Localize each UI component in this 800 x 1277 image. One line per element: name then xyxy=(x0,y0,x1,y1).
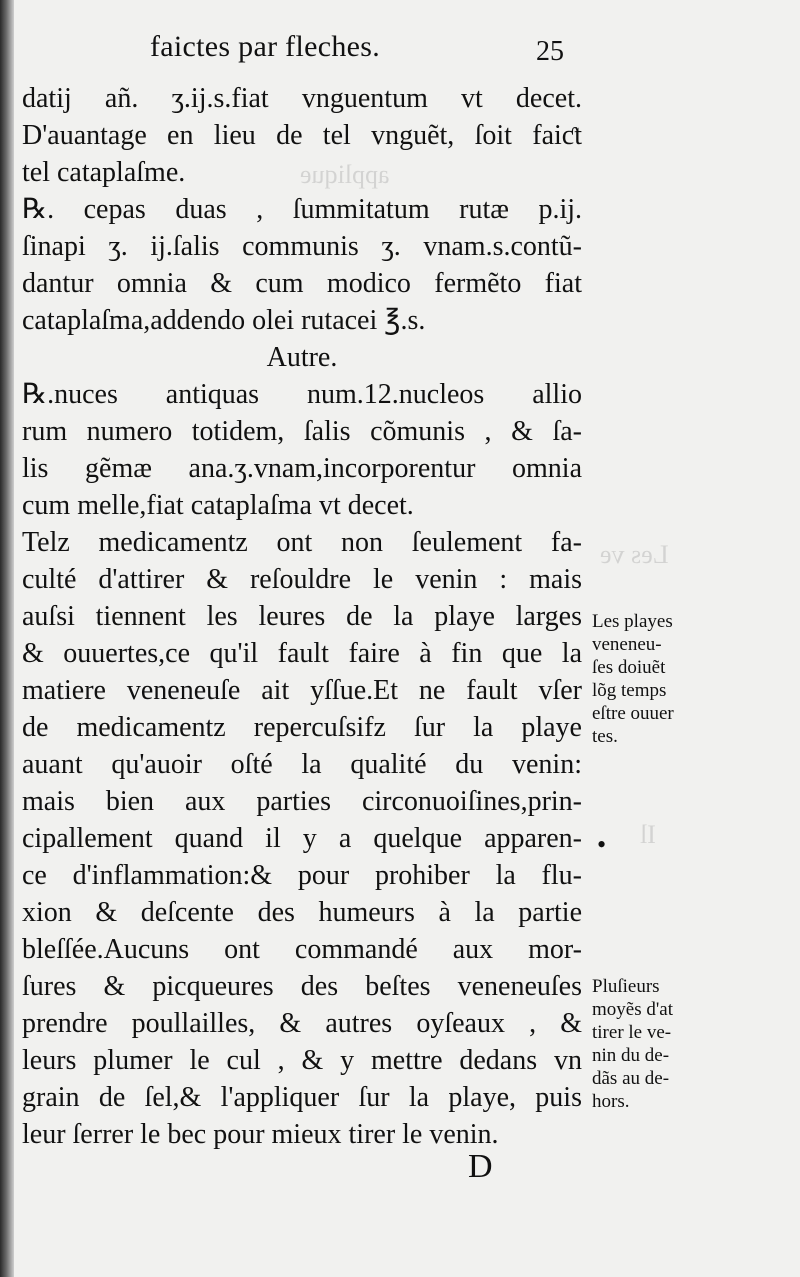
text-line: cum melle,fiat cataplaſma vt decet. xyxy=(22,490,414,521)
text-line: auant qu'auoir oſté la qualité du venin: xyxy=(22,749,582,780)
marginal-note-line: eſtre ouuer xyxy=(592,703,674,724)
text-line: lis gẽmæ ana.ʒ.vnam,incorporentur omnia xyxy=(22,453,582,484)
text-line: datij añ. ʒ.ij.s.fiat vnguentum vt decet. xyxy=(22,83,582,114)
marginal-note-line: moyẽs d'at xyxy=(592,999,673,1020)
text-line: dantur omnia & cum modico fermẽto fiat xyxy=(22,268,582,299)
show-through-mark: Les ve xyxy=(600,540,669,569)
text-line: ℞.nuces antiquas num.12.nucleos allio xyxy=(22,379,582,410)
marginal-note-line: dãs au de- xyxy=(592,1068,670,1089)
text-line: mais bien aux parties circonuoiſines,prin- xyxy=(22,786,582,817)
text-line: xion & deſcente des humeurs à la partie xyxy=(22,897,582,928)
marginal-note-line: lõg temps xyxy=(592,680,667,701)
page-gutter xyxy=(0,0,14,1277)
text-line: leur ſerrer le bec pour mieux tirer le venin. xyxy=(22,1119,499,1150)
show-through-mark: applique xyxy=(300,160,390,189)
marginal-note-line: Les playes xyxy=(592,611,673,632)
marginal-note-line: ſes doiuẽt xyxy=(592,657,666,678)
text-line: ℞. cepas duas , ſummitatum rutæ p.ij. xyxy=(22,194,582,225)
text-line: rum numero totidem, ſalis cõmunis , & ſa- xyxy=(22,416,582,447)
text-line: tel cataplaſme. xyxy=(22,157,186,188)
text-line: leurs plumer le cul , & y mettre dedans vn xyxy=(22,1045,582,1076)
marginal-note-line: hors. xyxy=(592,1091,630,1112)
page-number: 25 xyxy=(536,36,564,67)
text-line: D'auantage en lieu de tel vnguẽt, ſoit faiƈt xyxy=(22,120,582,151)
section-heading: Autre. xyxy=(266,342,338,373)
text-line: matiere veneneuſe ait yſſue.Et ne fault vſer xyxy=(22,675,582,706)
text-line: grain de ſel,& l'appliquer ſur la playe, puis xyxy=(22,1082,582,1113)
marginal-note-wounds xyxy=(592,610,674,748)
main-text-block xyxy=(22,80,582,1153)
running-title: faictes par fleches. xyxy=(150,30,381,63)
text-line: ſures & picqueures des beſtes veneneuſes xyxy=(22,971,582,1002)
text-line: auſsi tiennent les leures de la playe larges xyxy=(22,601,582,632)
marginal-note-line: veneneu- xyxy=(592,634,662,655)
marginal-note-line: tes. xyxy=(592,726,618,747)
text-line: cataplaſma,addendo olei rutacei ℥.s. xyxy=(22,305,426,336)
text-line: & ouuertes,ce qu'il fault faire à fin que la xyxy=(22,638,582,669)
marginal-note-line: Pluſieurs xyxy=(592,976,660,997)
show-through-mark: Il xyxy=(640,820,656,849)
marginal-note-line: tirer le ve- xyxy=(592,1022,672,1043)
signature-mark: D xyxy=(468,1148,493,1185)
marginal-note-methods xyxy=(592,975,673,1113)
text-line: Telz medicamentz ont non ſeulement fa- xyxy=(22,527,582,558)
marginal-note-line: nin du de- xyxy=(592,1045,670,1066)
text-line: ce d'inflammation:& pour prohiber la flu- xyxy=(22,860,582,891)
text-line: culté d'attirer & reſouldre le venin : mais xyxy=(22,564,582,595)
text-line: bleſſée.Aucuns ont commandé aux mor- xyxy=(22,934,582,965)
text-line: prendre poullailles, & autres oyſeaux , & xyxy=(22,1008,582,1039)
text-line: de medicamentz repercuſsifz ſur la playe xyxy=(22,712,582,743)
text-line: cipallement quand il y a quelque apparen- xyxy=(22,823,582,854)
text-line: ſinapi ʒ. ij.ſalis communis ʒ. vnam.s.contũ- xyxy=(22,231,582,262)
marginal-bullet: • xyxy=(597,830,607,859)
